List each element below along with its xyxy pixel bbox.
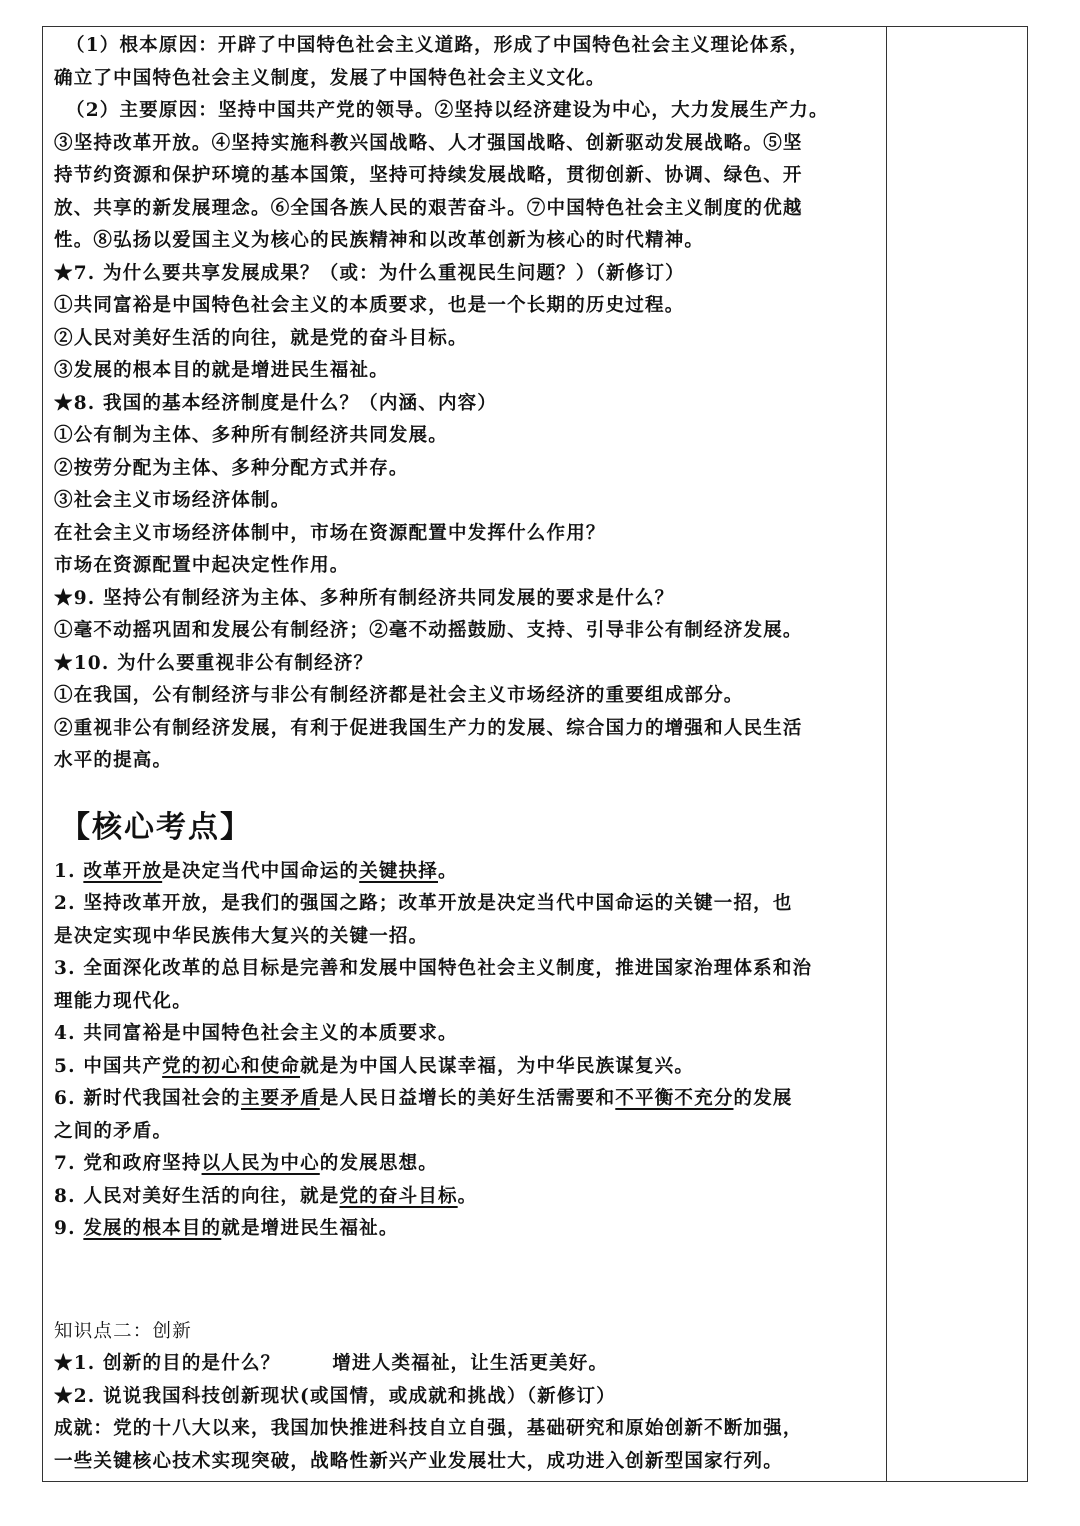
text-line: ①在我国，公有制经济与非公有制经济都是社会主义市场经济的重要组成部分。 [54, 685, 744, 706]
reasons-section [54, 30, 882, 778]
text-line: ③坚持改革开放。④坚持实施科教兴国战略、人才强国战略、创新驱动发展战略。⑤坚 [54, 132, 803, 154]
text-line: 市场在资源配置中起决定性作用。 [54, 555, 350, 576]
core-point-5: 5. 中国共产党的初心和使命就是为中国人民谋幸福，为中华民族谋复兴。 [54, 1055, 695, 1077]
text-line: ★8. 我国的基本经济制度是什么？（内涵、内容） [54, 392, 498, 414]
text-line: ①共同富裕是中国特色社会主义的本质要求，也是一个长期的历史过程。 [54, 295, 685, 316]
text-line: ②重视非公有制经济发展，有利于促进我国生产力的发展、综合国力的增强和人民生活 [54, 717, 803, 739]
text-line: 水平的提高。 [54, 750, 173, 771]
text-line: ★10. 为什么要重视非公有制经济？ [54, 652, 374, 674]
core-point-8: 8. 人民对美好生活的向往，就是党的奋斗目标。 [54, 1185, 478, 1207]
text-line: ①公有制为主体、多种所有制经济共同发展。 [54, 425, 449, 446]
innovation-answer-line-1: 成就：党的十八大以来，我国加快推进科技自立自强，基础研究和原始创新不断加强， [54, 1418, 803, 1439]
knowledge-point-2-heading: 知识点二：创新 [54, 1320, 192, 1342]
text-line: （1）根本原因：开辟了中国特色社会主义道路，形成了中国特色社会主义理论体系， [66, 35, 809, 56]
text-line: 确立了中国特色社会主义制度，发展了中国特色社会主义文化。 [54, 67, 606, 89]
text-line: 在社会主义市场经济体制中，市场在资源配置中发挥什么作用？ [54, 522, 606, 544]
text-line: ②按劳分配为主体、多种分配方式并存。 [54, 457, 409, 479]
text-line: 性。⑧弘扬以爱国主义为核心的民族精神和以改革创新为核心的时代精神。 [54, 230, 705, 251]
text-line: ★7. 为什么要共享发展成果？（或：为什么重视民生问题？）（新修订） [54, 262, 685, 284]
core-point-3-cont: 理能力现代化。 [54, 990, 192, 1012]
text-line: ③发展的根本目的就是增进民生福祉。 [54, 360, 389, 381]
main-cell [54, 30, 882, 1478]
text-line: ③社会主义市场经济体制。 [54, 490, 291, 511]
core-point-1: 1. 改革开放是决定当代中国命运的关键抉择。 [54, 860, 458, 882]
core-points-title: 【核心考点】 [60, 809, 252, 845]
innovation-question-2: ★2. 说说我国科技创新现状(或国情，或成就和挑战）（新修订） [54, 1385, 616, 1407]
core-point-2-cont: 是决定实现中华民族伟大复兴的关键一招。 [54, 925, 429, 947]
core-point-6: 6. 新时代我国社会的主要矛盾是人民日益增长的美好生活需要和不平衡不充分的发展 [54, 1088, 793, 1109]
text-line: ★9. 坚持公有制经济为主体、多种所有制经济共同发展的要求是什么？ [54, 587, 675, 609]
core-point-7: 7. 党和政府坚持以人民为中心的发展思想。 [54, 1153, 438, 1174]
text-line: ①毫不动摇巩固和发展公有制经济；②毫不动摇鼓励、支持、引导非公有制经济发展。 [54, 620, 803, 641]
innovation-answer-line-2: 一些关键核心技术实现突破，战略性新兴产业发展壮大，成功进入创新型国家行列。 [54, 1450, 783, 1472]
innovation-question-1: ★1. 创新的目的是什么？ 增进人类福祉，让生活更美好。 [54, 1353, 609, 1374]
text-line: ②人民对美好生活的向往，就是党的奋斗目标。 [54, 327, 468, 349]
text-line: 持节约资源和保护环境的基本国策，坚持可持续发展战略，贯彻创新、协调、绿色、开 [54, 165, 803, 186]
column-divider [886, 26, 887, 1482]
core-point-6-cont: 之间的矛盾。 [54, 1120, 173, 1142]
core-point-3: 3. 全面深化改革的总目标是完善和发展中国特色社会主义制度，推进国家治理体系和治 [54, 958, 813, 979]
text-line: 放、共享的新发展理念。⑥全国各族人民的艰苦奋斗。⑦中国特色社会主义制度的优越 [54, 197, 803, 219]
text-line: （2）主要原因：坚持中国共产党的领导。②坚持以经济建设为中心，大力发展生产力。 [66, 100, 829, 121]
core-point-9: 9. 发展的根本目的就是增进民生福祉。 [54, 1218, 399, 1239]
core-point-2: 2. 坚持改革开放，是我们的强国之路；改革开放是决定当代中国命运的关键一招，也 [54, 893, 793, 914]
core-point-4: 4. 共同富裕是中国特色社会主义的本质要求。 [54, 1023, 458, 1044]
